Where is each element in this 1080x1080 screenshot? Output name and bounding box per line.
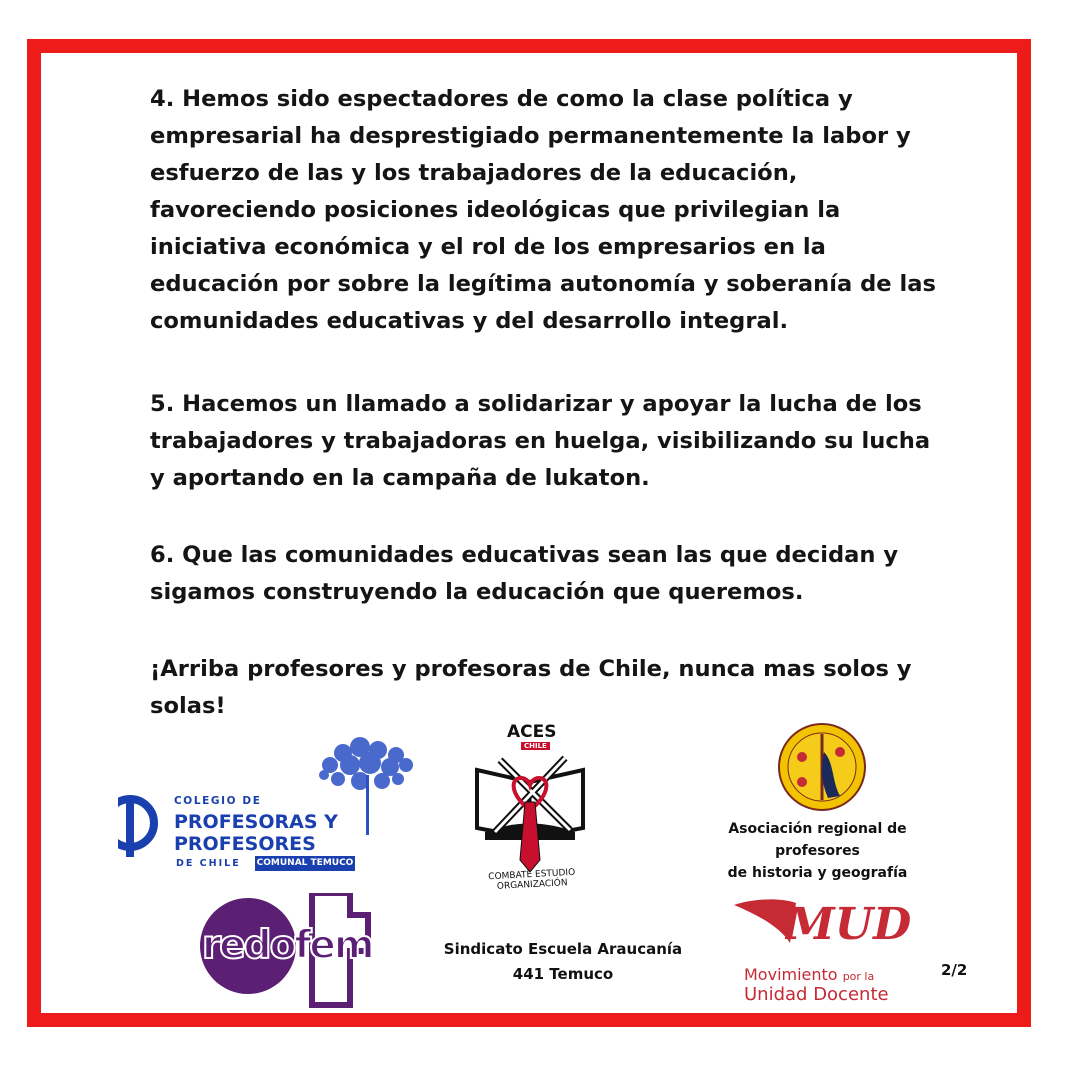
mud-line1 (744, 965, 874, 984)
text-line: y aportando en la campaña de lukaton. (150, 465, 650, 491)
historia-seal-icon (772, 722, 872, 812)
colegio-line3: PROFESORES (174, 833, 316, 855)
closing-slogan (150, 651, 950, 725)
colegio-badge: COMUNAL TEMUCO (255, 856, 355, 871)
redofem-logo (196, 893, 372, 1008)
text-line: esfuerzo de las y los trabajadores de la educación, (150, 160, 798, 186)
caption-line: Sindicato Escuela Araucanía (443, 940, 683, 958)
text-line: solas! (150, 693, 226, 719)
aces-motto: COMBATE ESTUDIO ORGANIZACIÓN (488, 867, 576, 892)
paragraph-4 (150, 81, 950, 340)
caption-line: 441 Temuco (512, 965, 614, 983)
mud-title: MUD (786, 899, 912, 950)
paragraph-5 (150, 386, 950, 497)
colegio-line1: COLEGIO DE (174, 795, 262, 807)
aces-title: ACES (507, 722, 557, 742)
aces-sub: CHILE (521, 742, 550, 750)
historia-logo (772, 722, 872, 812)
text-line: 4. Hemos sido espectadores de como la clase política y (150, 86, 853, 112)
sindicato-caption (418, 937, 708, 987)
redofem-text: redofem (202, 923, 373, 968)
text-line: trabajadores y trabajadoras en huelga, visibilizando su lucha (150, 428, 931, 454)
text-line: sigamos construyendo la educación que queremos. (150, 579, 804, 605)
mud-line1-small: por la (842, 970, 875, 983)
text-line: iniciativa económica y el rol de los empresarios en la (150, 234, 826, 260)
colegio-profesores-logo (98, 735, 426, 883)
paragraph-6 (150, 537, 950, 611)
historia-caption (705, 818, 930, 884)
text-line: comunidades educativas y del desarrollo integral. (150, 308, 789, 334)
aces-logo (455, 720, 610, 905)
caption-line: profesores (775, 843, 860, 859)
colegio-line4: DE CHILE (176, 858, 241, 869)
text-line: empresarial ha desprestigiado permanentemente la labor y (150, 123, 911, 149)
mud-line1-main: Movimiento (744, 965, 838, 984)
caption-line: de historia y geografía (727, 865, 908, 881)
text-line: favoreciendo posiciones ideológicas que privilegian la (150, 197, 841, 223)
caption-line: Asociación regional de (728, 821, 907, 837)
text-line: educación por sobre la legítima autonomía y soberanía de las (150, 271, 936, 297)
colegio-line2: PROFESORAS Y (174, 811, 338, 833)
mud-line2: Unidad Docente (744, 984, 889, 1005)
text-line: 5. Hacemos un llamado a solidarizar y apoyar la lucha de los (150, 391, 922, 417)
mud-logo (730, 893, 920, 1013)
text-line: 6. Que las comunidades educativas sean las que decidan y (150, 542, 899, 568)
text-line: ¡Arriba profesores y profesoras de Chile, nunca mas solos y (150, 656, 912, 682)
page-number: 2/2 (941, 961, 968, 979)
